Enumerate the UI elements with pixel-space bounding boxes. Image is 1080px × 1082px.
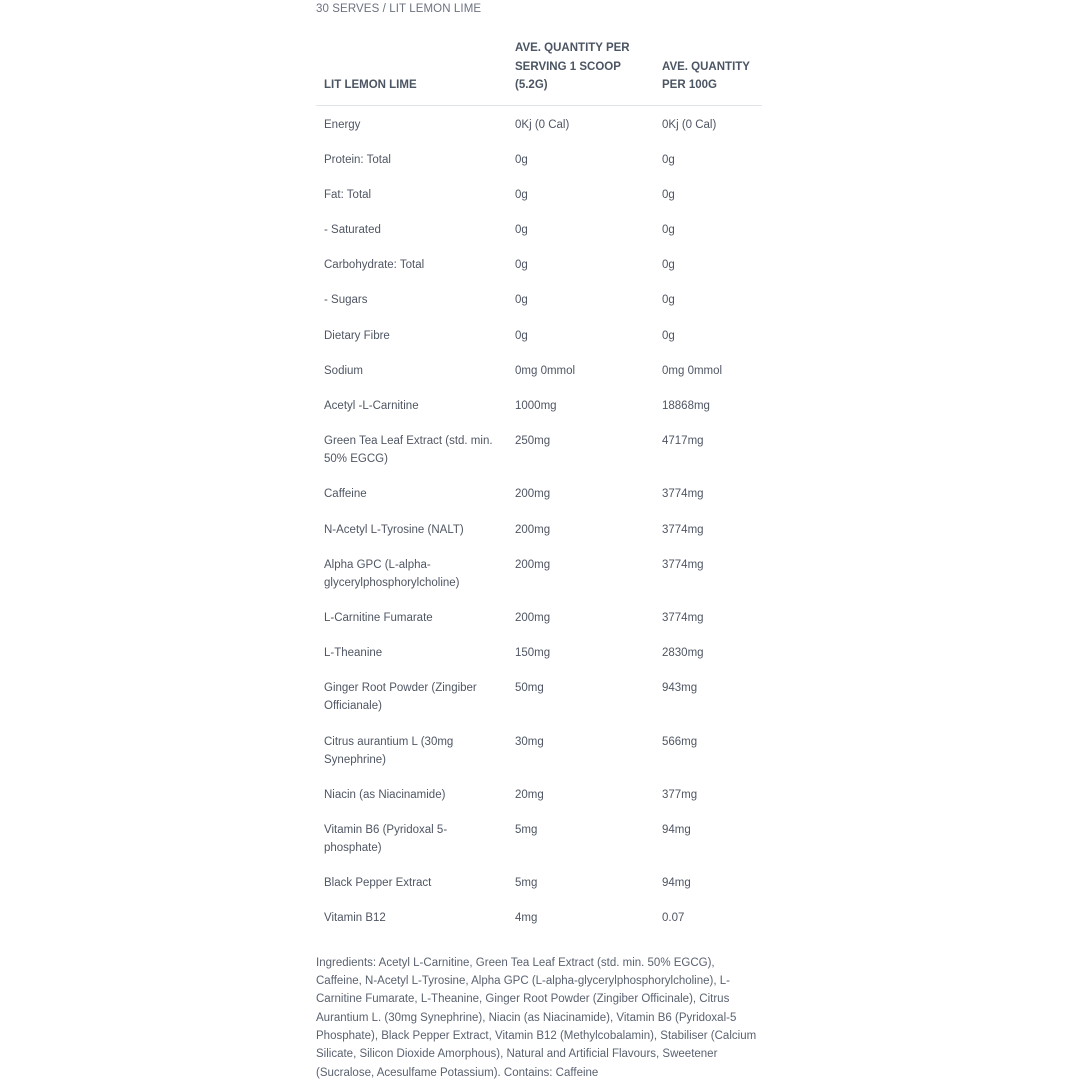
- header-per-100g: AVE. QUANTITY PER 100G: [654, 39, 762, 105]
- nutrient-name: Fat: Total: [324, 188, 372, 201]
- nutrient-name: Black Pepper Extract: [324, 877, 432, 890]
- per-serving-value: 0mg 0mmol: [515, 364, 576, 377]
- table-row: [316, 724, 762, 777]
- per-100g-value: 943mg: [662, 682, 698, 695]
- per-serving-value: 150mg: [515, 647, 551, 660]
- per-serving-value: 0g: [515, 294, 528, 307]
- nutrient-name: Green Tea Leaf Extract (std. min. 50% EGCG): [324, 435, 493, 466]
- nutrient-name: Citrus aurantium L (30mg Synephrine): [324, 735, 454, 766]
- table-row: [316, 671, 762, 724]
- per-serving-value: 200mg: [515, 611, 551, 624]
- per-100g-value: 0.07: [662, 912, 685, 925]
- header-flavour: LIT LEMON LIME: [316, 39, 507, 105]
- nutrient-name: Dietary Fibre: [324, 329, 390, 342]
- per-serving-value: 20mg: [515, 788, 544, 801]
- per-100g-value: 0g: [662, 224, 675, 237]
- table-row: [316, 177, 762, 212]
- table-row: [316, 388, 762, 423]
- table-row: [316, 424, 762, 477]
- per-100g-value: 0g: [662, 329, 675, 342]
- per-100g-value: 0g: [662, 294, 675, 307]
- nutrient-name: Carbohydrate: Total: [324, 259, 425, 272]
- nutrition-panel: [316, 0, 762, 1082]
- per-serving-value: 250mg: [515, 435, 551, 448]
- table-row: [316, 636, 762, 671]
- table-row: [316, 212, 762, 247]
- table-row: [316, 812, 762, 865]
- per-serving-value: 0Kj (0 Cal): [515, 118, 570, 131]
- per-serving-value: 50mg: [515, 682, 544, 695]
- per-serving-value: 0g: [515, 329, 528, 342]
- nutrient-name: N-Acetyl L-Tyrosine (NALT): [324, 523, 464, 536]
- nutrient-name: Acetyl -L-Carnitine: [324, 400, 419, 412]
- nutrient-name: Niacin (as Niacinamide): [324, 788, 446, 801]
- nutrient-name: Caffeine: [324, 488, 367, 501]
- per-serving-value: 1000mg: [515, 400, 557, 412]
- per-100g-value: 3774mg: [662, 611, 704, 624]
- per-serving-value: 200mg: [515, 558, 551, 571]
- per-serving-value: 0g: [515, 153, 528, 166]
- per-100g-value: 18868mg: [662, 400, 710, 412]
- per-serving-value: 0g: [515, 259, 528, 272]
- per-serving-value: 0g: [515, 188, 528, 201]
- table-row: [316, 105, 762, 142]
- nutrient-name: Ginger Root Powder (Zingiber Officianale): [324, 682, 477, 713]
- per-100g-value: 3774mg: [662, 558, 704, 571]
- per-serving-value: 200mg: [515, 523, 551, 536]
- per-100g-value: 0g: [662, 153, 675, 166]
- per-100g-value: 0mg 0mmol: [662, 364, 723, 377]
- per-100g-value: 0g: [662, 259, 675, 272]
- per-100g-value: 4717mg: [662, 435, 704, 448]
- per-100g-value: 3774mg: [662, 488, 704, 501]
- nutrient-name: Protein: Total: [324, 153, 391, 166]
- per-100g-value: 3774mg: [662, 523, 704, 536]
- per-serving-value: 5mg: [515, 877, 538, 890]
- nutrient-name: - Sugars: [324, 294, 368, 307]
- table-header-row: [316, 39, 762, 105]
- nutrition-table: [316, 39, 762, 936]
- per-100g-value: 377mg: [662, 788, 698, 801]
- table-row: [316, 777, 762, 812]
- nutrient-name: L-Theanine: [324, 647, 383, 660]
- table-row: [316, 283, 762, 318]
- per-serving-value: 200mg: [515, 488, 551, 501]
- per-100g-value: 0Kj (0 Cal): [662, 118, 717, 131]
- nutrient-name: Vitamin B12: [324, 912, 386, 925]
- per-serving-value: 5mg: [515, 823, 538, 836]
- table-row: [316, 318, 762, 353]
- per-100g-value: 2830mg: [662, 647, 704, 660]
- per-serving-value: 4mg: [515, 912, 538, 925]
- table-row: [316, 248, 762, 283]
- table-row: [316, 547, 762, 600]
- per-serving-value: 30mg: [515, 735, 544, 748]
- nutrient-name: Sodium: [324, 364, 363, 377]
- table-row: [316, 353, 762, 388]
- table-row: [316, 142, 762, 177]
- ingredients-text: Ingredients: Acetyl L-Carnitine, Green Tea Leaf Extract (std. min. 50% EGCG), Caffeine, N-Acetyl L-Tyrosine, Alpha GPC (L-alpha-glycerylphosphorylcholine), L-Carnitine Fumarate, L-Theanine, Ginger Root Powder (Zingiber Officinale), Citrus Aurantium L. (30mg Synephrine), Niacin (as Niacinamide), Vitamin B6 (Pyridoxal-5 Phosphate), Black Pepper Extract, Vitamin B12 (Methylcobalamin), Stabiliser (Calcium Silicate, Silicon Dioxide Amorphous), Natural and Artificial Flavours, Sweetener (Sucralose, Acesulfame Potassium). Contains: Caffeine: [316, 956, 757, 1079]
- table-row: [316, 865, 762, 900]
- table-row: [316, 901, 762, 936]
- header-per-serving: AVE. QUANTITY PER SERVING 1 SCOOP (5.2G): [507, 39, 654, 105]
- nutrient-name: Vitamin B6 (Pyridoxal 5-phosphate): [324, 823, 448, 854]
- nutrient-name: Energy: [324, 118, 361, 131]
- per-serving-value: 0g: [515, 224, 528, 237]
- table-row: [316, 600, 762, 635]
- table-row: [316, 512, 762, 547]
- nutrient-name: Alpha GPC (L-alpha-glycerylphosphorylcholine): [324, 558, 460, 589]
- nutrient-name: - Saturated: [324, 224, 381, 237]
- serves-subtitle: 30 SERVES / LIT LEMON LIME: [316, 3, 482, 15]
- per-100g-value: 566mg: [662, 735, 698, 748]
- nutrient-name: L-Carnitine Fumarate: [324, 611, 433, 624]
- per-100g-value: 94mg: [662, 877, 691, 890]
- table-row: [316, 477, 762, 512]
- per-100g-value: 94mg: [662, 823, 691, 836]
- per-100g-value: 0g: [662, 188, 675, 201]
